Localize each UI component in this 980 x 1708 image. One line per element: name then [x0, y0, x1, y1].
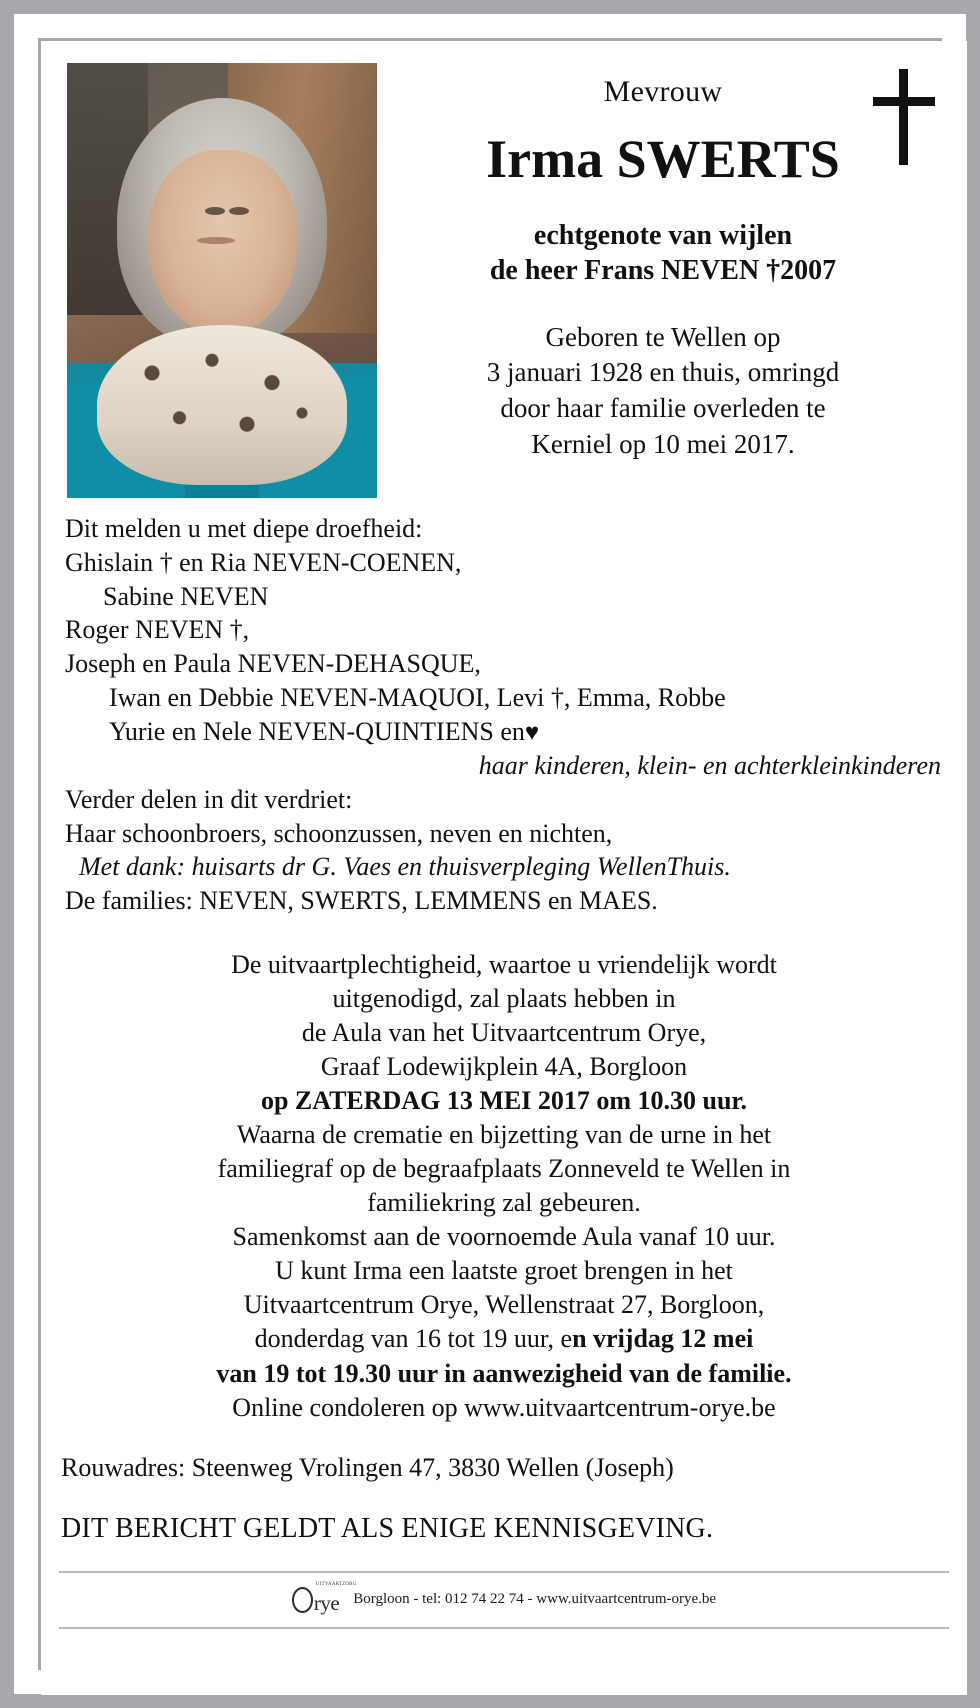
family-line-5: Iwan en Debbie NEVEN-MAQUOI, Levi †, Emma, Robbe: [109, 682, 726, 712]
footer-divider-bottom: [59, 1627, 949, 1629]
thanks-line: Met dank: huisarts dr G. Vaes en thuisverpleging WellenThuis.: [79, 852, 731, 882]
memorial-card-page: [41, 41, 967, 1695]
cross-vertical-bar: [899, 69, 908, 165]
ceremony-datetime: op ZATERDAG 13 MEI 2017 om 10.30 uur.: [260, 1086, 748, 1116]
heart-icon: ♥: [524, 719, 540, 746]
visiting-hours-normal: donderdag van 16 tot 19 uur, e: [254, 1324, 573, 1354]
ceremony-line-8: familiekring zal gebeuren.: [367, 1188, 641, 1218]
further-mourners-intro: Verder delen in dit verdriet:: [65, 784, 353, 814]
ceremony-line-7: familiegraf op de begraafplaats Zonneveld te Wellen in: [217, 1154, 791, 1184]
mourning-address: Rouwadres: Steenweg Vrolingen 47, 3830 Wellen (Joseph): [61, 1452, 674, 1482]
spouse-info: [377, 218, 949, 288]
deceased-name: Irma SWERTS: [486, 129, 840, 189]
orye-logo: [292, 1581, 357, 1616]
ceremony-line-2: uitgenodigd, zal plaats hebben in: [332, 984, 676, 1013]
logo-tagline: UITVAARTZORG: [315, 1581, 357, 1587]
birth-death-line-3: door haar familie overleden te: [500, 392, 826, 423]
ceremony-line-6: Waarna de crematie en bijzetting van de urne in het: [236, 1120, 772, 1150]
family-block: [59, 512, 949, 918]
salutation: Mevrouw: [603, 75, 723, 108]
online-condolences: Online condoleren op www.uitvaartcentrum-orye.be: [232, 1392, 776, 1422]
logo-o-ring-icon: [292, 1587, 313, 1613]
family-line-6: [65, 715, 943, 749]
spouse-line-1: echtgenote van wijlen: [533, 219, 793, 251]
portrait-photo: [67, 63, 377, 498]
family-line-1: Ghislain † en Ria NEVEN-COENEN,: [65, 547, 462, 577]
family-line-2: Sabine NEVEN: [103, 581, 269, 611]
family-line-6-text: Yurie en Nele NEVEN-QUINTIENS en: [109, 716, 525, 746]
spouse-line-2: de heer Frans NEVEN †2007: [489, 254, 837, 286]
header: [59, 41, 949, 498]
ceremony-block: [59, 948, 949, 1425]
family-line-4: Joseph en Paula NEVEN-DEHASQUE,: [65, 649, 481, 679]
visiting-hours-bold: n vrijdag 12 mei: [572, 1324, 754, 1354]
families-line: De families: NEVEN, SWERTS, LEMMENS en MAES.: [65, 886, 658, 916]
birth-death-line-1: Geboren te Wellen op: [545, 321, 781, 352]
ceremony-line-1: De uitvaartplechtigheid, waartoe u vriendelijk wordt: [231, 949, 777, 979]
photo-eye-left: [205, 207, 225, 215]
logo-wordmark: [313, 1581, 357, 1616]
ceremony-line-4: Graaf Lodewijkplein 4A, Borgloon: [320, 1052, 688, 1082]
footer: [59, 1573, 949, 1627]
birth-death-info: [377, 320, 949, 463]
ceremony-line-3: de Aula van het Uitvaartcentrum Orye,: [301, 1018, 707, 1048]
further-mourners-line: Haar schoonbroers, schoonzussen, neven en nichten,: [65, 818, 613, 848]
ceremony-line-12: [65, 1322, 943, 1356]
family-intro: Dit melden u met diepe droefheid:: [65, 514, 423, 543]
sole-notice-statement: DIT BERICHT GELDT ALS ENIGE KENNISGEVING.: [61, 1512, 714, 1544]
logo-wordmark-text: rye: [313, 1590, 340, 1615]
children-caption: haar kinderen, klein- en achterkleinkinderen: [478, 750, 941, 780]
footer-contact-info: Borgloon - tel: 012 74 22 74 - www.uitvaartcentrum-orye.be: [353, 1591, 717, 1608]
name-block: [377, 63, 949, 462]
photo-face: [148, 150, 298, 335]
ceremony-line-10: U kunt Irma een laatste groet brengen in het: [275, 1256, 733, 1286]
family-line-3: Roger NEVEN †,: [65, 615, 250, 645]
photo-eye-right: [229, 207, 249, 215]
ceremony-line-13: van 19 tot 19.30 uur in aanwezigheid van de familie.: [216, 1358, 792, 1388]
ceremony-line-9: Samenkomst aan de voornoemde Aula vanaf 10 uur.: [232, 1222, 776, 1252]
ceremony-line-11: Uitvaartcentrum Orye, Wellenstraat 27, Borgloon,: [243, 1290, 765, 1320]
latin-cross-icon: [873, 69, 935, 165]
birth-death-line-4: Kerniel op 10 mei 2017.: [531, 428, 795, 459]
cross-horizontal-bar: [873, 97, 935, 106]
photo-mouth: [197, 237, 235, 244]
photo-scarf: [97, 325, 347, 485]
birth-death-line-2: 3 januari 1928 en thuis, omringd: [486, 357, 840, 388]
